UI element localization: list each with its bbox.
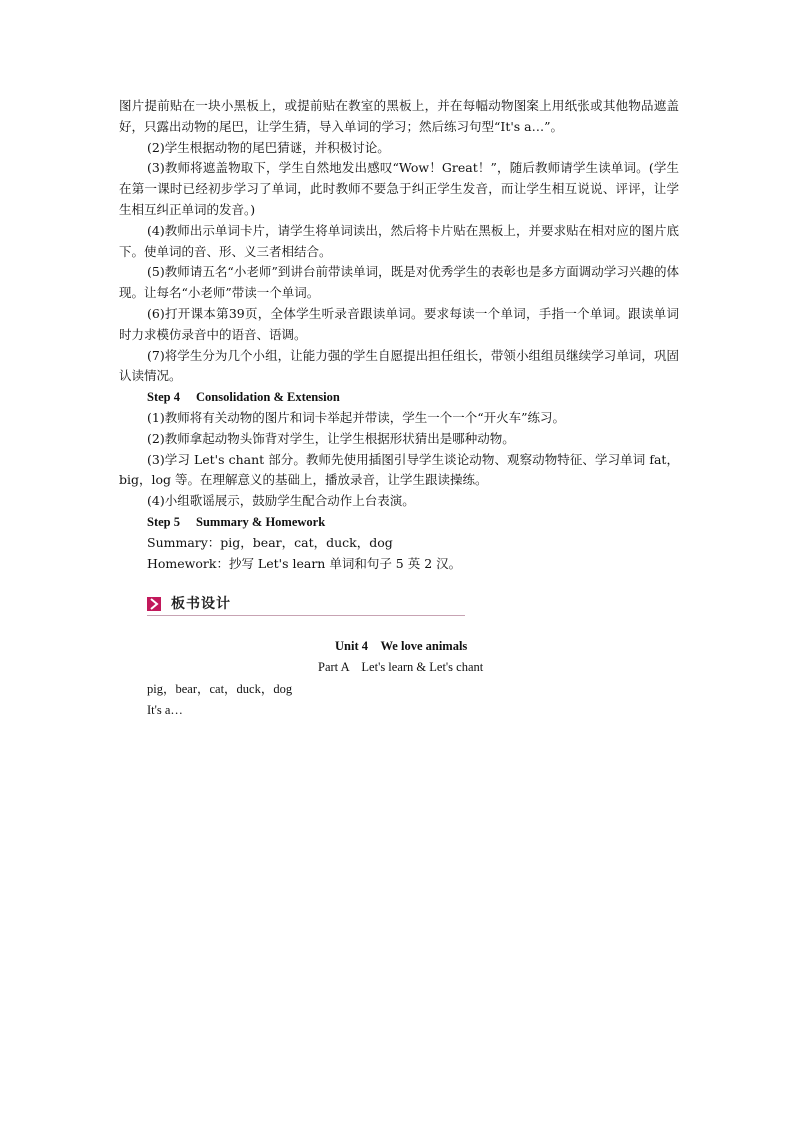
step4-item: (3)学习 Let's chant 部分。教师先使用插图引导学生谈论动物、观察动物特征、学习单词 fat，big，log 等。在理解意义的基础上，播放录音，让学生跟读操练。 (119, 451, 679, 488)
paragraph-step-5: (5)教师请五名“小老师”到讲台前带读单词，既是对优秀学生的表彰也是多方面调动学习兴趣的体现。让每名“小老师”带读一个单词。 (119, 264, 679, 301)
paragraph-step-2: (2)学生根据动物的尾巴猜谜，并积极讨论。 (147, 139, 390, 155)
section-underline (147, 615, 465, 616)
board-part-title: Part A Let's learn & Let's chant (318, 660, 484, 674)
board-sentence-pattern: It's a… (147, 703, 183, 717)
step4-item: (1)教师将有关动物的图片和词卡举起并带读，学生一个一个“开火车”练习。 (147, 409, 565, 425)
board-word-list: pig，bear，cat，duck，dog (147, 682, 293, 696)
summary-line: Summary：pig，bear，cat，duck，dog (147, 534, 393, 550)
paragraph-intro: 图片提前贴在一块小黑板上，或提前贴在教室的黑板上，并在每幅动物图案上用纸张或其他物品遮盖好，只露出动物的尾巴，让学生猜，导入单词的学习；然后练习句型“It's a…”。 (119, 98, 679, 134)
paragraph-step-4: (4)教师出示单词卡片，请学生将单词读出，然后将卡片贴在黑板上，并要求贴在相对应的图片底下。使单词的音、形、义三者相结合。 (119, 222, 679, 259)
homework-line: Homework：抄写 Let's learn 单词和句子 5 英 2 汉。 (147, 555, 462, 571)
paragraph-step-7: (7)将学生分为几个小组，让能力强的学生自愿提出担任组长，带领小组组员继续学习单词，巩固认读情况。 (119, 347, 679, 384)
step5-title: Summary & Homework (196, 514, 326, 529)
step4-title: Consolidation & Extension (196, 390, 340, 405)
paragraph-step-3: (3)教师将遮盖物取下，学生自然地发出感叹“Wow！Great！”，随后教师请学生读单词。(学生在第一课时已经初步学习了单词，此时教师不要急于纠正学生发音，而让学生相互说说、评评，让学生相互纠正单词的发音。) (119, 160, 679, 217)
step4-item: (4)小组歌谣展示，鼓励学生配合动作上台表演。 (147, 493, 415, 509)
step4-label: Step 4 (147, 390, 180, 405)
paragraph-step-6: (6)打开课本第39页，全体学生听录音跟读单词。要求每读一个单词，手指一个单词。跟读单词时力求模仿录音中的语音、语调。 (119, 305, 679, 342)
section-header-board-design (147, 594, 465, 616)
chevron-right-icon (147, 597, 161, 611)
step5-label: Step 5 (147, 514, 180, 529)
step5-heading (119, 512, 679, 533)
section-title: 板书设计 (171, 596, 231, 612)
lesson-procedure (119, 96, 679, 574)
step4-item: (2)教师拿起动物头饰背对学生，让学生根据形状猜出是哪种动物。 (147, 430, 515, 446)
step4-heading (119, 387, 679, 408)
board-unit-title: Unit 4 We love animals (335, 639, 468, 653)
